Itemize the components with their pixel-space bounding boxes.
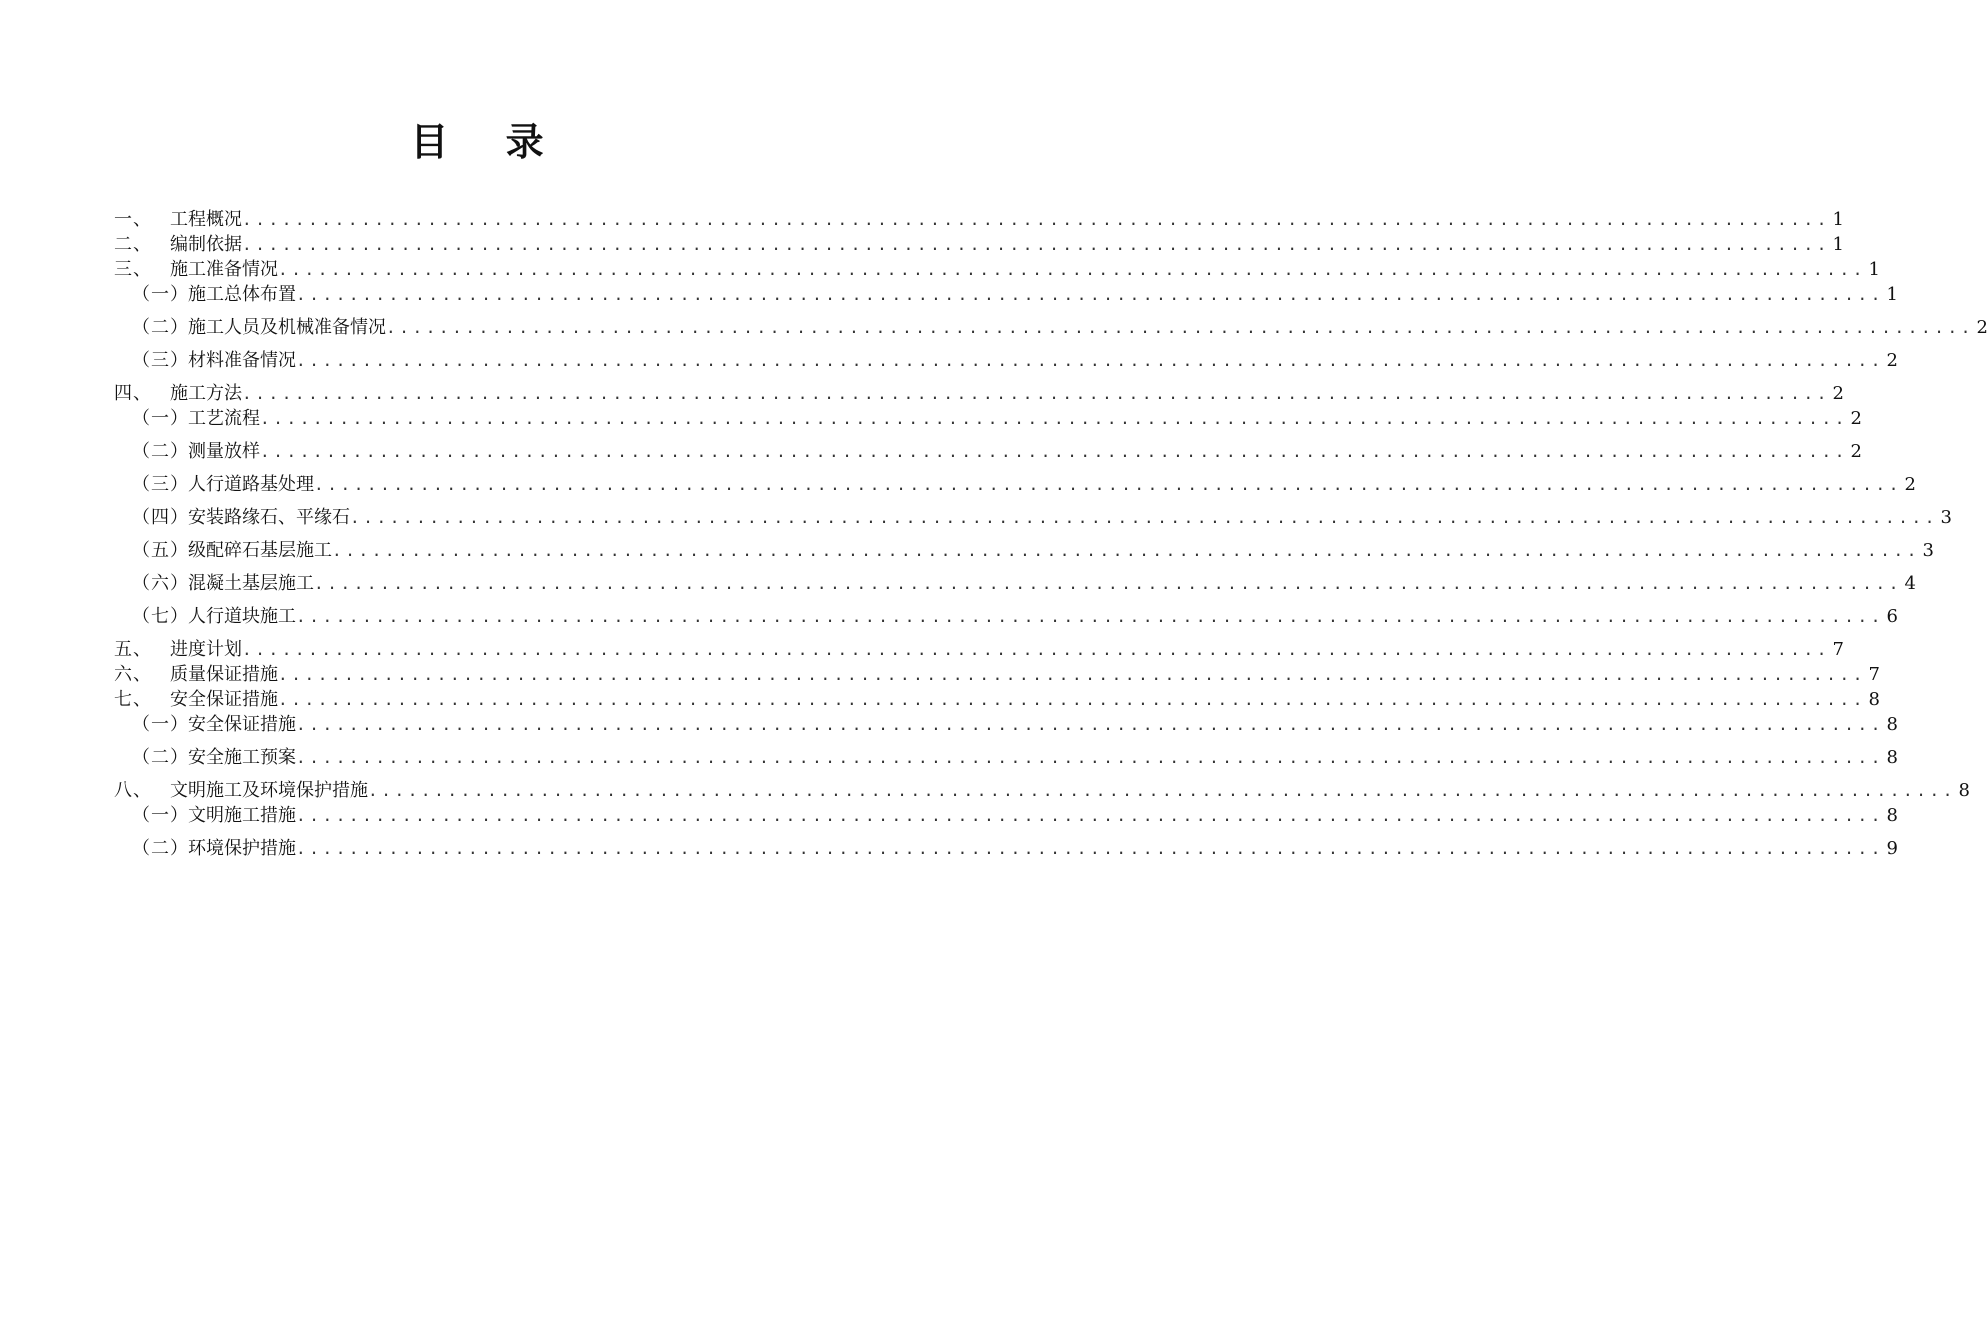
toc-entry-number: 八、 <box>114 780 152 801</box>
toc-entry[interactable] <box>114 315 1988 348</box>
toc-entry-number: 六、 <box>114 664 152 685</box>
toc-dot-leader: ........................................................................................................................ <box>242 640 1830 659</box>
toc-dot-leader: ........................................................................................................................ <box>260 442 1848 461</box>
toc-entry-title: 文明施工措施 <box>188 805 296 826</box>
toc-entry-number: （一） <box>132 408 189 429</box>
toc-dot-leader: ........................................................................................................................ <box>242 210 1830 229</box>
toc-entry-title: 安全保证措施 <box>170 689 278 710</box>
toc-entry-title: 进度计划 <box>170 639 242 660</box>
toc-entry-number: （二） <box>132 838 189 859</box>
toc-entry[interactable] <box>114 207 1844 232</box>
toc-page-number: 7 <box>1868 664 1880 685</box>
toc-entry-title: 工程概况 <box>170 209 242 230</box>
toc-entry-number: 二、 <box>114 234 152 255</box>
toc-entry[interactable] <box>114 257 1880 282</box>
toc-dot-leader: ........................................................................................................................ <box>242 384 1830 403</box>
toc-page-number: 2 <box>1904 474 1916 495</box>
toc-dot-leader: ........................................................................................................................ <box>296 839 1884 858</box>
toc-entry-title: 级配碎石基层施工 <box>188 540 332 561</box>
toc-entry[interactable] <box>114 439 1862 472</box>
toc-entry-title: 施工总体布置 <box>188 284 296 305</box>
toc-entry-title: 编制依据 <box>170 234 242 255</box>
toc-entry-title: 质量保证措施 <box>170 664 278 685</box>
toc-page-number: 1 <box>1886 284 1898 305</box>
toc-entry-title: 施工准备情况 <box>170 259 278 280</box>
toc-entry-number: 三、 <box>114 259 152 280</box>
toc-page-number: 2 <box>1976 317 1988 338</box>
toc-page-number: 2 <box>1832 383 1844 404</box>
toc-page-number: 7 <box>1832 639 1844 660</box>
toc-entry-number: （三） <box>132 350 189 371</box>
toc-dot-leader: ........................................................................................................................ <box>296 748 1884 767</box>
table-of-contents <box>114 207 1988 861</box>
toc-dot-leader: ........................................................................................................................ <box>242 235 1830 254</box>
toc-dot-leader: ........................................................................................................................ <box>368 781 1956 800</box>
toc-dot-leader: ........................................................................................................................ <box>350 508 1938 527</box>
toc-entry[interactable] <box>114 778 1970 803</box>
toc-entry[interactable] <box>114 505 1952 538</box>
toc-page-number: 2 <box>1886 350 1898 371</box>
toc-page-number: 2 <box>1850 408 1862 429</box>
toc-entry-number: 七、 <box>114 689 152 710</box>
toc-dot-leader: ........................................................................................................................ <box>278 690 1866 709</box>
toc-entry-title: 人行道块施工 <box>188 606 296 627</box>
toc-entry-number: 一、 <box>114 209 152 230</box>
toc-dot-leader: ........................................................................................................................ <box>296 351 1884 370</box>
toc-entry[interactable] <box>114 381 1844 406</box>
toc-entry[interactable] <box>114 232 1844 257</box>
toc-dot-leader: ........................................................................................................................ <box>278 665 1866 684</box>
toc-entry[interactable] <box>114 687 1880 712</box>
toc-page-number: 6 <box>1886 606 1898 627</box>
toc-entry-number: （五） <box>132 540 189 561</box>
toc-entry-number: （二） <box>132 317 189 338</box>
toc-entry-title: 施工人员及机械准备情况 <box>188 317 386 338</box>
toc-entry-title: 工艺流程 <box>188 408 260 429</box>
toc-dot-leader: ........................................................................................................................ <box>386 318 1974 337</box>
toc-entry[interactable] <box>114 406 1862 439</box>
toc-entry-title: 安全施工预案 <box>188 747 296 768</box>
toc-entry[interactable] <box>114 282 1898 315</box>
toc-entry-title: 施工方法 <box>170 383 242 404</box>
toc-entry[interactable] <box>114 745 1898 778</box>
toc-page-number: 8 <box>1886 714 1898 735</box>
toc-entry-number: 四、 <box>114 383 152 404</box>
toc-entry-title: 文明施工及环境保护措施 <box>170 780 368 801</box>
toc-entry-title: 材料准备情况 <box>188 350 296 371</box>
toc-entry[interactable] <box>114 604 1898 637</box>
toc-page-number: 1 <box>1832 234 1844 255</box>
toc-dot-leader: ........................................................................................................................ <box>332 541 1920 560</box>
toc-entry[interactable] <box>114 836 1898 861</box>
toc-dot-leader: ........................................................................................................................ <box>296 806 1884 825</box>
toc-entry-number: （三） <box>132 474 189 495</box>
toc-entry[interactable] <box>114 662 1880 687</box>
toc-page-number: 8 <box>1958 780 1970 801</box>
page-title: 目 录 <box>410 120 566 164</box>
toc-dot-leader: ........................................................................................................................ <box>314 475 1902 494</box>
toc-entry-number: （二） <box>132 441 189 462</box>
toc-entry-title: 混凝土基层施工 <box>188 573 314 594</box>
toc-entry-number: （一） <box>132 284 189 305</box>
toc-dot-leader: ........................................................................................................................ <box>314 574 1902 593</box>
toc-entry-number: （六） <box>132 573 189 594</box>
toc-entry[interactable] <box>114 803 1898 836</box>
toc-entry-title: 人行道路基处理 <box>188 474 314 495</box>
toc-page-number: 1 <box>1832 209 1844 230</box>
toc-entry[interactable] <box>114 712 1898 745</box>
toc-entry-number: （二） <box>132 747 189 768</box>
toc-entry-number: （四） <box>132 507 189 528</box>
toc-dot-leader: ........................................................................................................................ <box>296 285 1884 304</box>
toc-page-number: 4 <box>1904 573 1916 594</box>
toc-dot-leader: ........................................................................................................................ <box>260 409 1848 428</box>
toc-entry-title: 安装路缘石、平缘石 <box>188 507 350 528</box>
toc-dot-leader: ........................................................................................................................ <box>278 260 1866 279</box>
toc-entry[interactable] <box>114 348 1898 381</box>
toc-dot-leader: ........................................................................................................................ <box>296 607 1884 626</box>
toc-entry-title: 环境保护措施 <box>188 838 296 859</box>
toc-page-number: 3 <box>1922 540 1934 561</box>
toc-entry[interactable] <box>114 637 1844 662</box>
toc-entry-title: 测量放样 <box>188 441 260 462</box>
toc-entry[interactable] <box>114 538 1934 571</box>
toc-page-number: 8 <box>1886 805 1898 826</box>
toc-entry-number: （一） <box>132 714 189 735</box>
toc-entry-number: （七） <box>132 606 189 627</box>
toc-entry-title: 安全保证措施 <box>188 714 296 735</box>
toc-entry[interactable] <box>114 472 1916 505</box>
toc-page-number: 2 <box>1850 441 1862 462</box>
toc-page-number: 9 <box>1886 838 1898 859</box>
toc-entry-number: （一） <box>132 805 189 826</box>
toc-page-number: 3 <box>1940 507 1952 528</box>
toc-page-number: 8 <box>1868 689 1880 710</box>
toc-entry[interactable] <box>114 571 1916 604</box>
toc-dot-leader: ........................................................................................................................ <box>296 715 1884 734</box>
toc-page-number: 1 <box>1868 259 1880 280</box>
toc-entry-number: 五、 <box>114 639 152 660</box>
toc-page-number: 8 <box>1886 747 1898 768</box>
